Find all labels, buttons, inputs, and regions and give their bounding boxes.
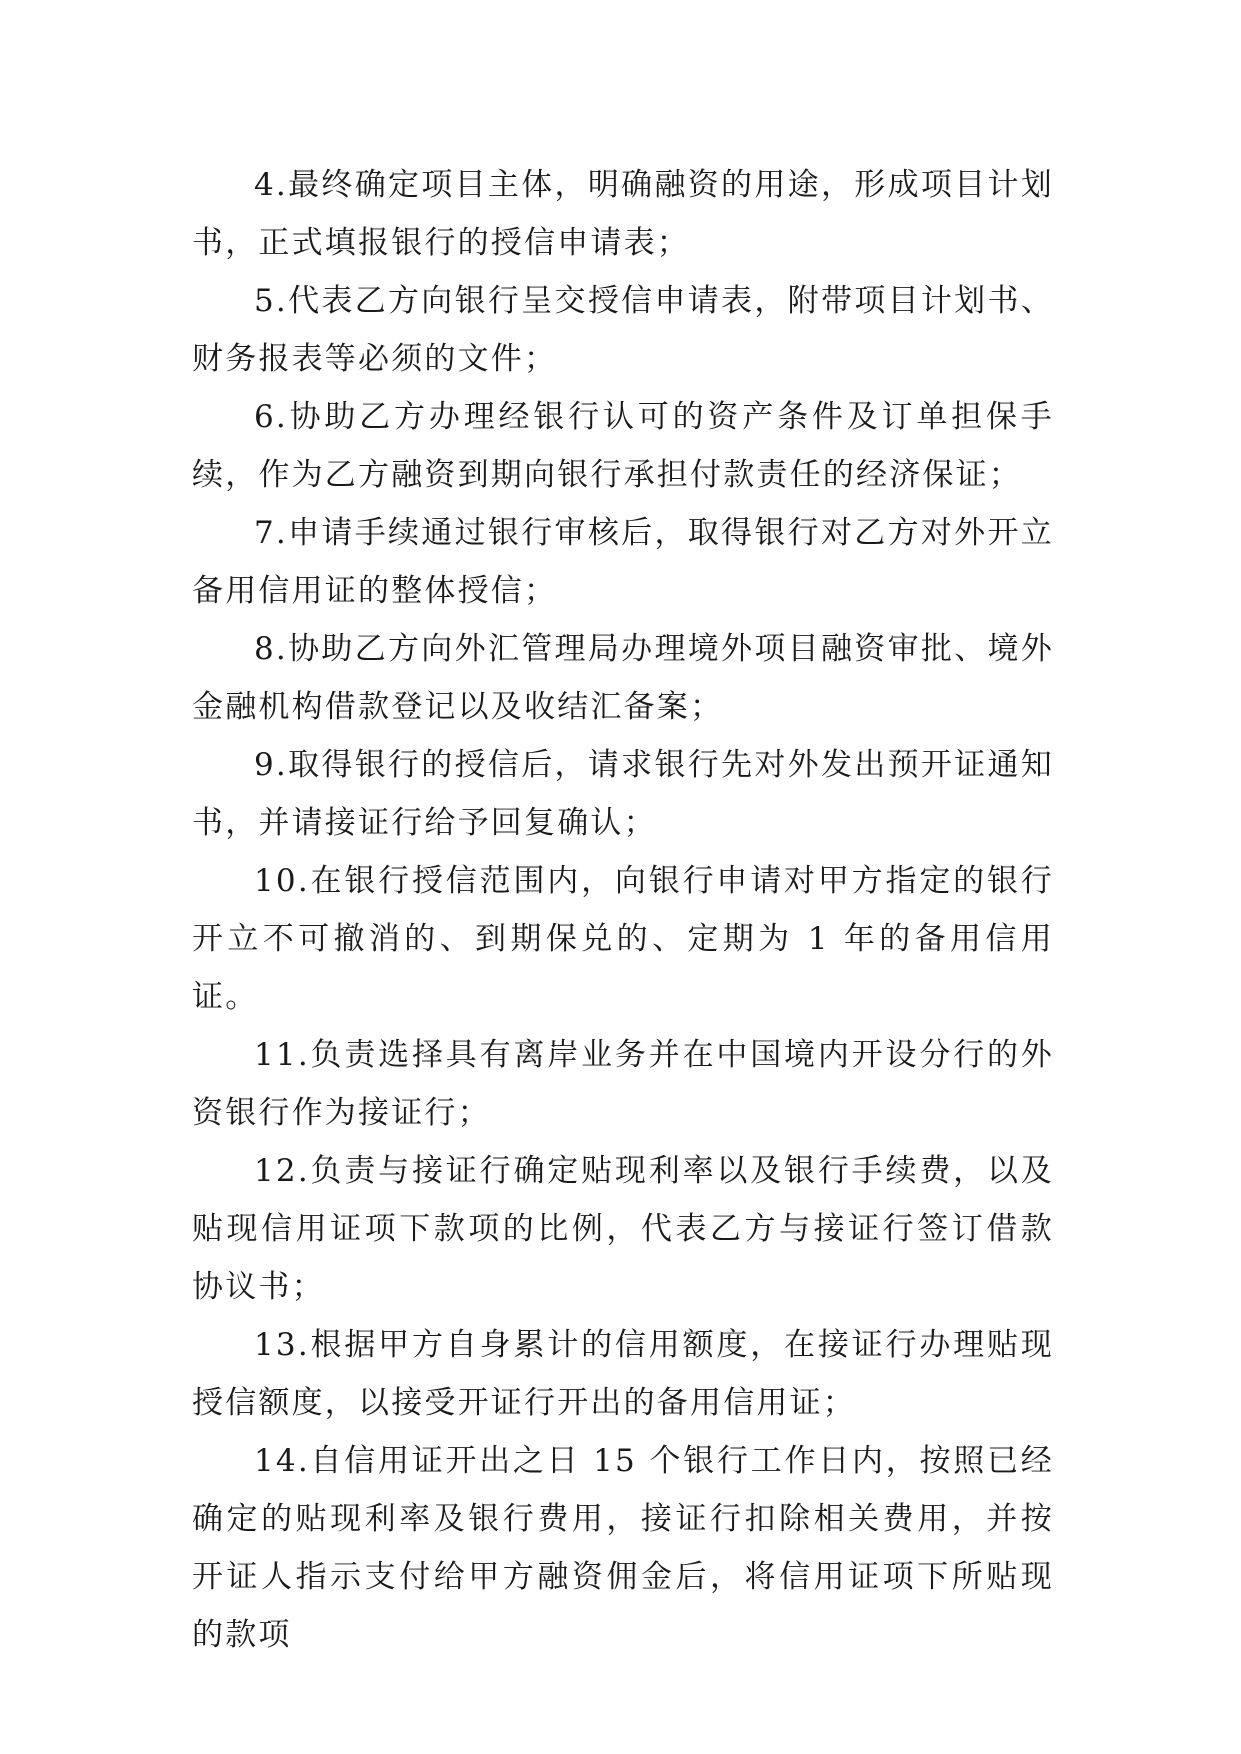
paragraph-item-12: 12.负责与接证行确定贴现利率以及银行手续费，以及贴现信用证项下款项的比例，代表乙方与接证行签订借款协议书； bbox=[192, 1153, 1054, 1305]
paragraph-item-6: 6.协助乙方办理经银行认可的资产条件及订单担保手续，作为乙方融资到期向银行承担付款责任的经济保证； bbox=[192, 399, 1054, 493]
paragraph-item-14: 14.自信用证开出之日 15 个银行工作日内，按照已经确定的贴现利率及银行费用，接证行扣除相关费用，并按开证人指示支付给甲方融资佣金后，将信用证项下所贴现的款项 bbox=[192, 1443, 1054, 1653]
paragraph-item-13: 13.根据甲方自身累计的信用额度，在接证行办理贴现授信额度，以接受开证行开出的备用信用证； bbox=[192, 1327, 1054, 1421]
paragraph-item-9: 9.取得银行的授信后，请求银行先对外发出预开证通知书，并请接证行给予回复确认； bbox=[192, 747, 1054, 841]
paragraph-item-10: 10.在银行授信范围内，向银行申请对甲方指定的银行开立不可撤消的、到期保兑的、定期为 1 年的备用信用证。 bbox=[192, 863, 1054, 1015]
document-body bbox=[192, 156, 1054, 1664]
paragraph-item-5: 5.代表乙方向银行呈交授信申请表，附带项目计划书、财务报表等必须的文件； bbox=[192, 283, 1054, 377]
paragraph-item-8: 8.协助乙方向外汇管理局办理境外项目融资审批、境外金融机构借款登记以及收结汇备案； bbox=[192, 631, 1054, 725]
paragraph-item-7: 7.申请手续通过银行审核后，取得银行对乙方对外开立备用信用证的整体授信； bbox=[192, 515, 1054, 609]
paragraph-item-11: 11.负责选择具有离岸业务并在中国境内开设分行的外资银行作为接证行； bbox=[192, 1037, 1054, 1131]
paragraph-item-4: 4.最终确定项目主体，明确融资的用途，形成项目计划书，正式填报银行的授信申请表； bbox=[192, 167, 1054, 261]
